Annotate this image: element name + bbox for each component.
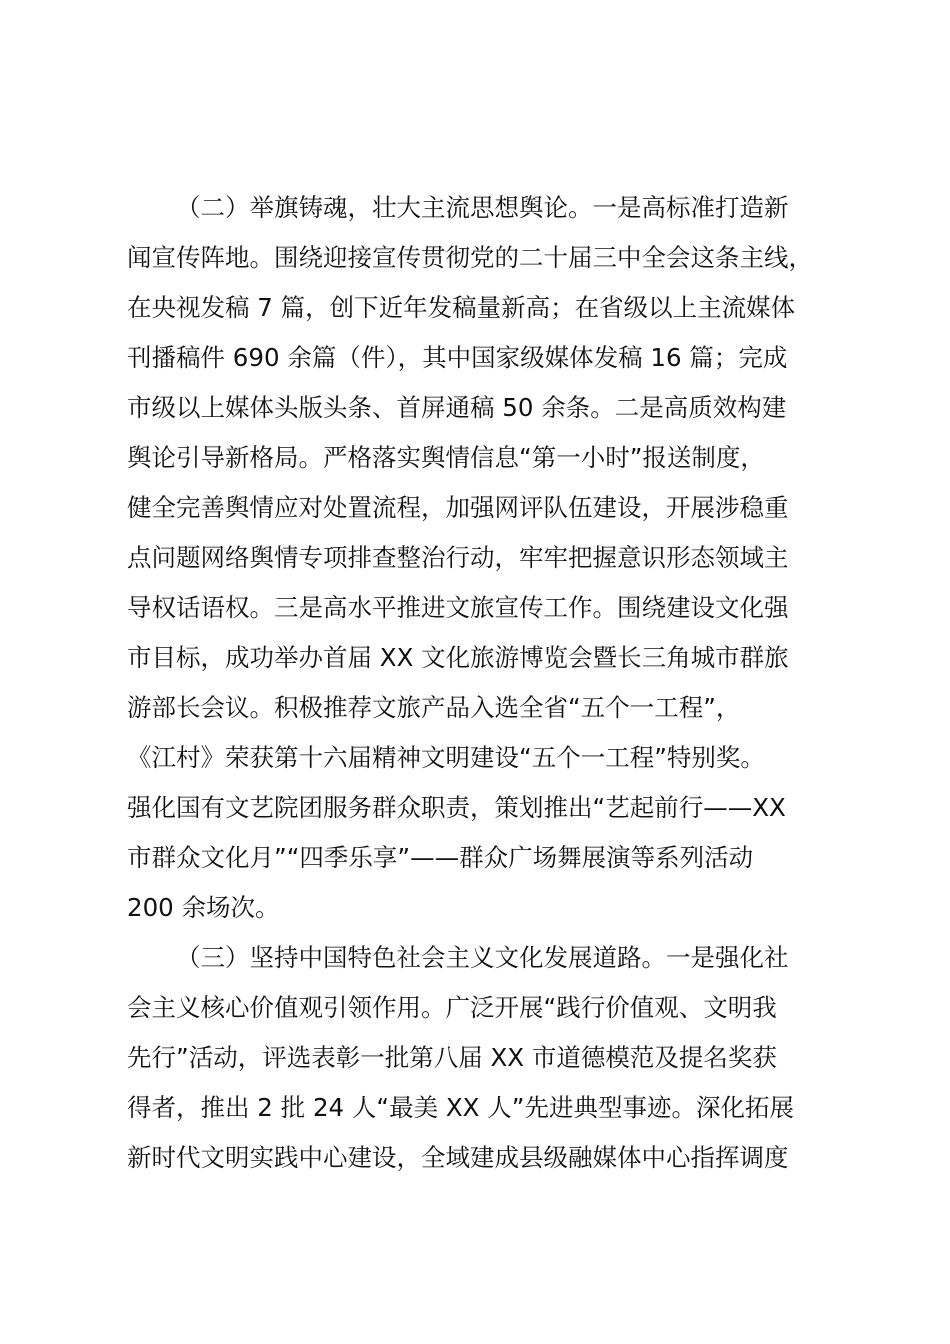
- body-text: [127, 183, 857, 1183]
- paragraph-2-line: 强化国有文艺院团服务群众职责，策划推出“艺起前行——XX: [127, 793, 786, 822]
- paragraph-3-line: 新时代文明实践中心建设，全域建成县级融媒体中心指挥调度: [127, 1143, 789, 1172]
- paragraph-2-line: 《江村》荣获第十六届精神文明建设“五个一工程”特别奖。: [127, 743, 765, 772]
- paragraph-2-line: 点问题网络舆情专项排查整治行动，牢牢把握意识形态领域主: [127, 543, 789, 572]
- paragraph-2-line: 导权话语权。三是高水平推进文旅宣传工作。围绕建设文化强: [127, 593, 789, 622]
- paragraph-3-line: 会主义核心价值观引领作用。广泛开展“践行价值观、文明我: [127, 993, 777, 1022]
- paragraph-2-line: 市群众文化月”“四季乐享”——群众广场舞展演等系列活动: [127, 843, 754, 872]
- paragraph-2-line: 舆论引导新格局。严格落实舆情信息“第一小时”报送制度，: [127, 443, 765, 472]
- paragraph-2-line: （二）举旗铸魂，壮大主流思想舆论。一是高标准打造新: [176, 193, 789, 222]
- paragraph-3-line: 得者，推出 2 批 24 人“最美 XX 人”先进典型事迹。深化拓展: [127, 1093, 794, 1122]
- paragraph-2-line: 闻宣传阵地。围绕迎接宣传贯彻党的二十届三中全会这条主线，: [127, 243, 813, 272]
- paragraph-3-line: （三）坚持中国特色社会主义文化发展道路。一是强化社: [176, 943, 789, 972]
- paragraph-2-line: 游部长会议。积极推荐文旅产品入选全省“五个一工程”，: [127, 693, 741, 722]
- paragraph-3-line: 先行”活动，评选表彰一批第八届 XX 市道德模范及提名奖获: [127, 1043, 777, 1072]
- paragraph-2-line: 刊播稿件 690 余篇（件），其中国家级媒体发稿 16 篇；完成: [127, 343, 788, 372]
- paragraph-2-line: 在央视发稿 7 篇，创下近年发稿量新高；在省级以上主流媒体: [127, 293, 796, 322]
- paragraph-2-line: 市目标，成功举办首届 XX 文化旅游博览会暨长三角城市群旅: [127, 643, 789, 672]
- paragraph-2-line: 市级以上媒体头版头条、首屏通稿 50 余条。二是高质效构建: [127, 393, 787, 422]
- paragraph-2-line: 健全完善舆情应对处置流程，加强网评队伍建设，开展涉稳重: [127, 493, 789, 522]
- paragraph-2-line: 200 余场次。: [127, 893, 280, 922]
